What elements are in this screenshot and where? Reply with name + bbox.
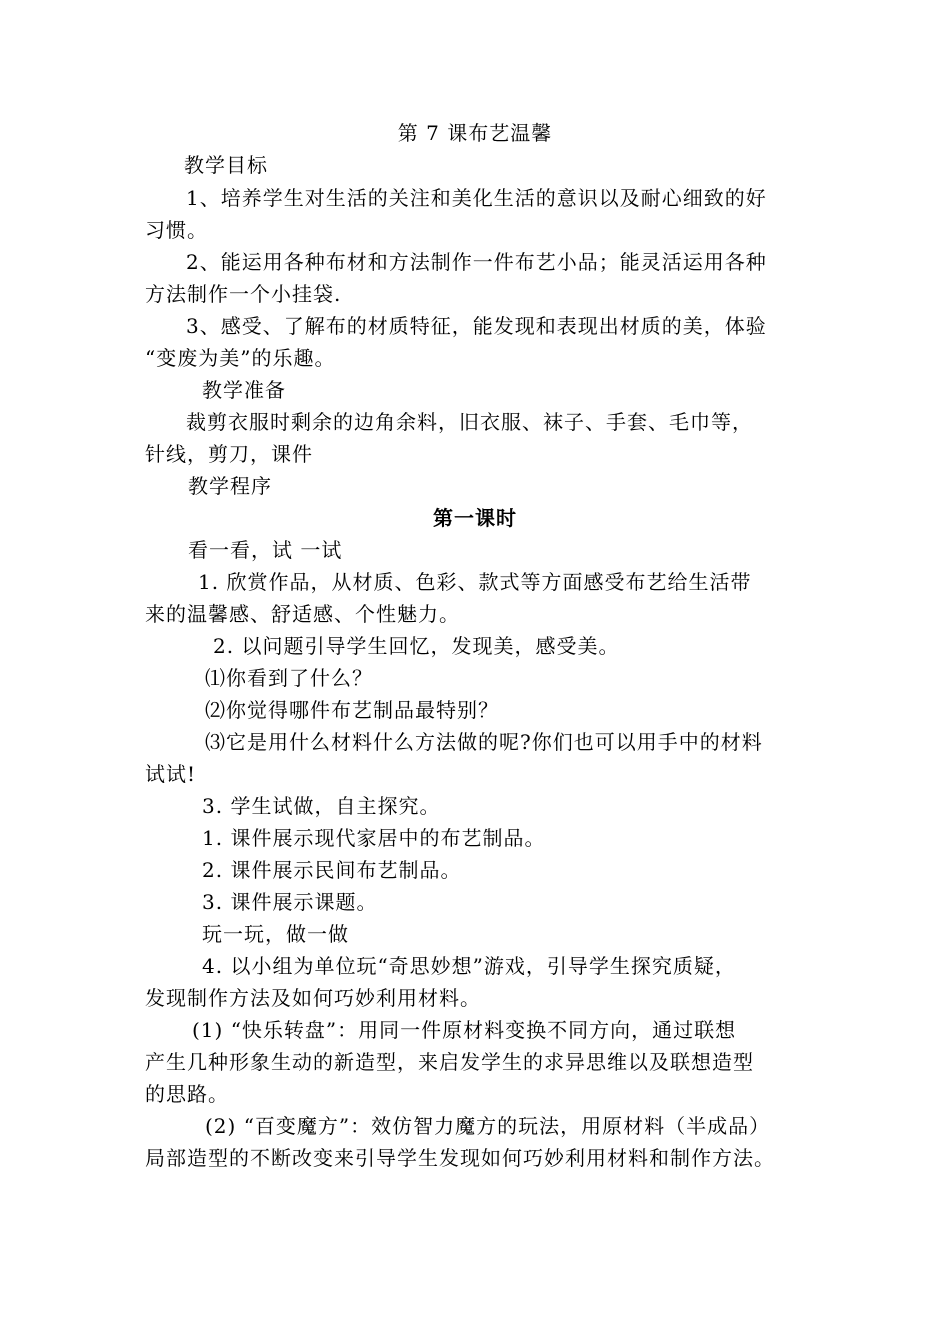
- game-1-line-1: (1) “快乐转盘”：用同一件原材料变换不同方向，通过联想: [192, 1018, 737, 1042]
- section-look-try: 看一看，试 一试: [188, 538, 343, 562]
- question-3-line-1: ⑶它是用什么材料什么方法做的呢?你们也可以用手中的材料: [205, 730, 763, 754]
- point-4-line-1: 4. 以小组为单位玩“奇思妙想”游戏，引导学生探究质疑，: [202, 954, 736, 978]
- point-3: 3. 学生试做，自主探究。: [202, 794, 441, 818]
- point-2: 2. 以问题引导学生回忆，发现美，感受美。: [213, 634, 620, 658]
- game-1-line-3: 的思路。: [145, 1082, 229, 1106]
- goal-3-line-2: “变废为美”的乐趣。: [145, 346, 336, 370]
- point-4-line-2: 发现制作方法及如何巧妙利用材料。: [145, 986, 481, 1010]
- section-play-make: 玩一玩，做一做: [202, 922, 349, 946]
- game-2-line-1: (2) “百变魔方”：效仿智力魔方的玩法，用原材料（半成品）: [205, 1114, 771, 1138]
- question-3-line-2: 试试!: [145, 762, 197, 786]
- goal-3-line-1: 3、感受、了解布的材质特征，能发现和表现出材质的美，体验: [186, 314, 767, 338]
- courseware-2: 2. 课件展示民间布艺制品。: [202, 858, 462, 882]
- goal-1-line-2: 习惯。: [145, 218, 208, 242]
- point-1-line-1: 1. 欣赏作品，从材质、色彩、款式等方面感受布艺给生活带: [198, 570, 752, 594]
- game-1-line-2: 产生几种形象生动的新造型，来启发学生的求异思维以及联想造型: [145, 1050, 754, 1074]
- question-1: ⑴你看到了什么？: [205, 666, 373, 690]
- point-1-line-2: 来的温馨感、舒适感、个性魅力。: [145, 602, 460, 626]
- goal-2-line-1: 2、能运用各种布材和方法制作一件布艺小品；能灵活运用各种: [186, 250, 767, 274]
- prep-line-1: 裁剪衣服时剩余的边角余料，旧衣服、袜子、手套、毛巾等，: [186, 410, 753, 434]
- courseware-3: 3. 课件展示课题。: [202, 890, 378, 914]
- courseware-1: 1. 课件展示现代家居中的布艺制品。: [202, 826, 546, 850]
- lesson-1-heading: 第一课时: [433, 506, 517, 530]
- prep-heading: 教学准备: [202, 378, 286, 402]
- goal-2-line-2: 方法制作一个小挂袋.: [145, 282, 342, 306]
- goals-heading: 教学目标: [184, 153, 268, 177]
- prep-line-2: 针线，剪刀，课件: [145, 442, 313, 466]
- lesson-title: 第 7 课布艺温馨: [397, 121, 553, 145]
- game-2-line-2: 局部造型的不断改变来引导学生发现如何巧妙利用材料和制作方法。: [145, 1146, 775, 1170]
- question-2: ⑵你觉得哪件布艺制品最特别？: [205, 698, 499, 722]
- procedure-heading: 教学程序: [188, 474, 272, 498]
- goal-1-line-1: 1、培养学生对生活的关注和美化生活的意识以及耐心细致的好: [186, 186, 767, 210]
